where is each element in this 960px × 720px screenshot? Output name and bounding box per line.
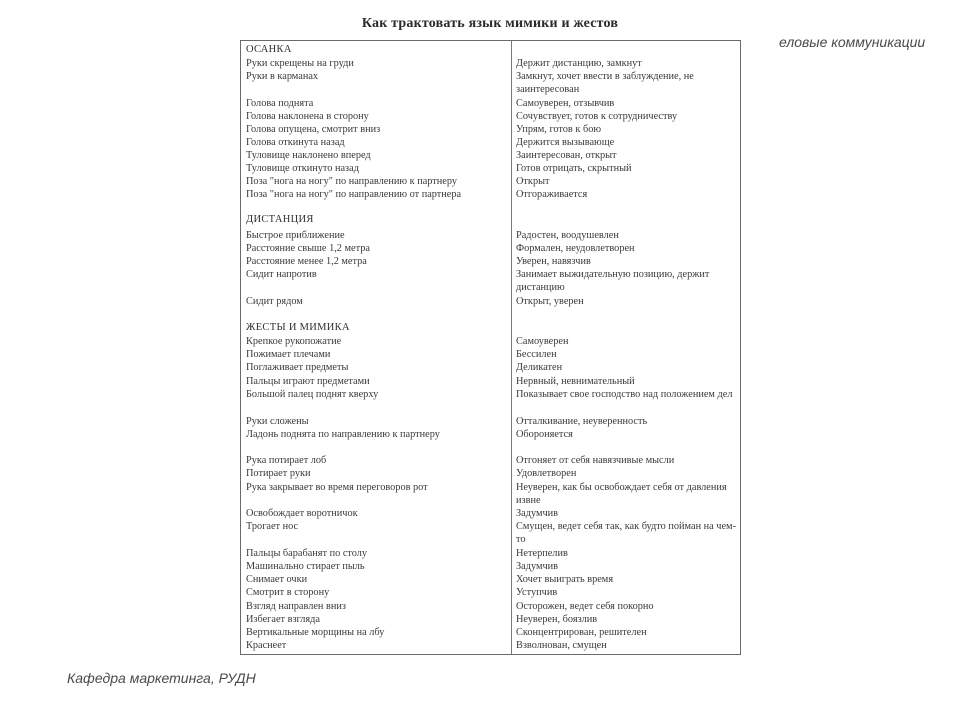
gesture-cell: Ладонь поднята по направлению к партнеру: [246, 429, 440, 440]
meaning-cell: Хочет выиграть время: [516, 574, 614, 585]
meaning-cell: Отталкивание, неуверенность: [516, 416, 648, 427]
gesture-cell: Голова опущена, смотрит вниз: [246, 124, 381, 135]
meaning-cell: Держит дистанцию, замкнут: [516, 58, 642, 69]
gesture-cell: Руки сложены: [246, 416, 309, 427]
gesture-cell: Рука потирает лоб: [246, 455, 327, 466]
meaning-cell: Держится вызывающе: [516, 137, 615, 148]
gesture-cell: Крепкое рукопожатие: [246, 336, 342, 347]
gesture-cell: Туловище откинуто назад: [246, 163, 359, 174]
meaning-cell: Осторожен, ведет себя покорно: [516, 601, 654, 612]
meaning-cell: Уверен, навязчив: [516, 256, 591, 267]
gesture-cell: Большой палец поднят кверху: [246, 389, 379, 400]
meaning-cell: Открыт, уверен: [516, 296, 584, 307]
gesture-cell: Руки скрещены на груди: [246, 58, 354, 69]
meaning-cell: Отгоняет от себя навязчивые мысли: [516, 455, 675, 466]
gesture-cell: Руки в карманах: [246, 71, 319, 82]
gesture-cell: Потирает руки: [246, 468, 311, 479]
gesture-cell: Вертикальные морщины на лбу: [246, 627, 385, 638]
column-divider: [511, 41, 512, 654]
meaning-cell: Сконцентрирован, решителен: [516, 627, 647, 638]
meaning-cell: Бессилен: [516, 349, 557, 360]
gesture-cell: Рука закрывает во время переговоров рот: [246, 482, 428, 493]
gesture-cell: Расстояние менее 1,2 метра: [246, 256, 367, 267]
gesture-cell: Быстрое приближение: [246, 230, 345, 241]
meaning-cell: Готов отрицать, скрытный: [516, 163, 632, 174]
gesture-cell: Избегает взгляда: [246, 614, 320, 625]
gesture-table: [240, 40, 741, 655]
meaning-cell: Радостен, воодушевлен: [516, 230, 619, 241]
meaning-cell: Занимает выжидательную позицию, держит дистанцию: [516, 269, 710, 293]
meaning-cell: Формален, неудовлетворен: [516, 243, 635, 254]
section-heading: ЖЕСТЫ И МИМИКА: [246, 322, 350, 333]
gesture-cell: Краснеет: [246, 640, 287, 651]
meaning-cell: Удовлетворен: [516, 468, 577, 479]
meaning-cell: Неуверен, боязлив: [516, 614, 598, 625]
section-heading: ОСАНКА: [246, 44, 292, 55]
slide-footer: Кафедра маркетинга, РУДН: [67, 670, 256, 686]
meaning-cell: Самоуверен, отзывчив: [516, 98, 615, 109]
meaning-cell: Взволнован, смущен: [516, 640, 607, 651]
gesture-cell: Сидит напротив: [246, 269, 317, 280]
gesture-cell: Голова наклонена в сторону: [246, 111, 369, 122]
gesture-cell: Трогает нос: [246, 521, 299, 532]
meaning-cell: Отгораживается: [516, 189, 588, 200]
meaning-cell: Нетерпелив: [516, 548, 568, 559]
meaning-cell: Уступчив: [516, 587, 558, 598]
gesture-cell: Пальцы барабанят по столу: [246, 548, 368, 559]
gesture-cell: Смотрит в сторону: [246, 587, 330, 598]
meaning-cell: Показывает свое господство над положением дел: [516, 389, 733, 400]
gesture-cell: Пальцы играют предметами: [246, 376, 370, 387]
gesture-cell: Поза "нога на ногу" по направлению к партнеру: [246, 176, 458, 187]
meaning-cell: Сочувствует, готов к сотрудничеству: [516, 111, 678, 122]
gesture-cell: Сидит рядом: [246, 296, 303, 307]
meaning-cell: Открыт: [516, 176, 550, 187]
gesture-cell: Поглаживает предметы: [246, 362, 349, 373]
gesture-cell: Машинально стирает пыль: [246, 561, 365, 572]
meaning-cell: Заинтересован, открыт: [516, 150, 617, 161]
meaning-cell: Смущен, ведет себя так, как будто пойман на чем-то: [516, 521, 736, 545]
meaning-cell: Замкнут, хочет ввести в заблуждение, не заинтересован: [516, 71, 694, 95]
meaning-cell: Самоуверен: [516, 336, 569, 347]
meaning-cell: Неуверен, как бы освобождает себя от давления извне: [516, 482, 727, 506]
section-heading: ДИСТАНЦИЯ: [246, 214, 314, 225]
gesture-cell: Расстояние свыше 1,2 метра: [246, 243, 370, 254]
meaning-cell: Обороняется: [516, 429, 573, 440]
meaning-cell: Деликатен: [516, 362, 563, 373]
gesture-cell: Взгляд направлен вниз: [246, 601, 346, 612]
meaning-cell: Нервный, невнимательный: [516, 376, 635, 387]
meaning-cell: Упрям, готов к бою: [516, 124, 602, 135]
gesture-cell: Туловище наклонено вперед: [246, 150, 371, 161]
gesture-cell: Освобождает воротничок: [246, 508, 358, 519]
meaning-cell: Задумчив: [516, 508, 559, 519]
document-title: Как трактовать язык мимики и жестов: [361, 16, 619, 31]
gesture-cell: Голова поднята: [246, 98, 314, 109]
gesture-cell: Пожимает плечами: [246, 349, 331, 360]
gesture-cell: Голова откинута назад: [246, 137, 345, 148]
gesture-cell: Поза "нога на ногу" по направлению от партнера: [246, 189, 462, 200]
gesture-cell: Снимает очки: [246, 574, 308, 585]
slide-header: еловые коммуникации: [779, 34, 926, 50]
meaning-cell: Задумчив: [516, 561, 559, 572]
